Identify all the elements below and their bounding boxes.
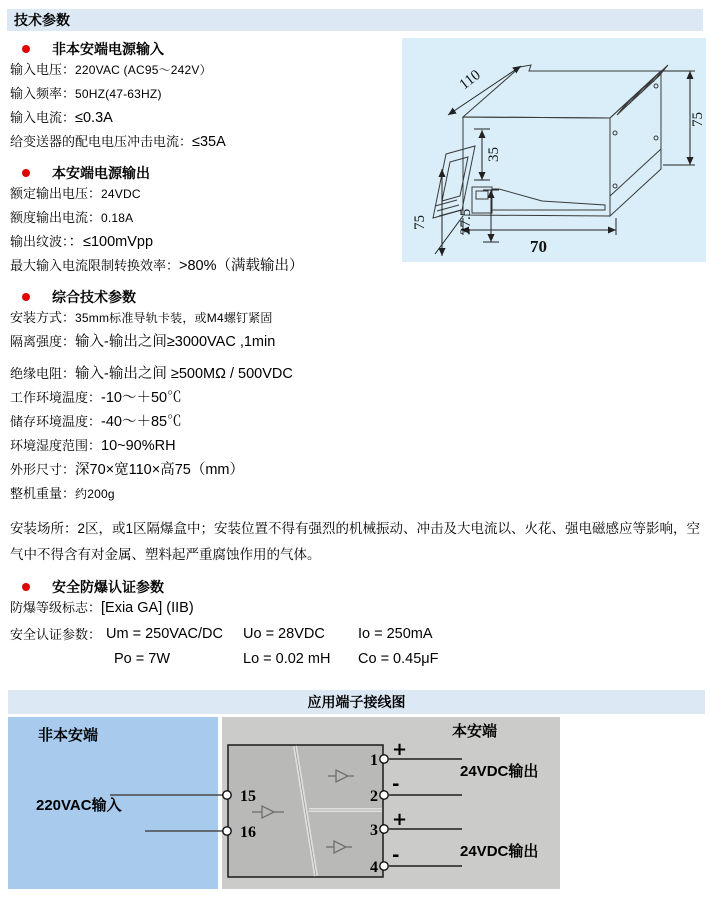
cert-value-io: Io = 250mA xyxy=(358,626,433,642)
terminal-number-4: 4 xyxy=(370,859,378,876)
section-heading-general xyxy=(22,288,710,306)
bullet-icon xyxy=(22,45,30,53)
bullet-icon xyxy=(22,583,30,591)
spec-label: 最大输入电流限制转换效率： xyxy=(10,258,180,273)
spec-line xyxy=(10,386,710,410)
terminal-number-15: 15 xyxy=(240,788,256,805)
section-heading-text: 安全防爆认证参数 xyxy=(52,579,164,595)
spec-value: 0.18A xyxy=(101,211,134,225)
label-24vdc-output-1: 24VDC输出 xyxy=(460,763,539,780)
spec-line xyxy=(10,410,710,434)
spec-value: 35mm标准导轨卡装，或M4螺钉紧固 xyxy=(75,311,273,325)
terminal-circle-1 xyxy=(380,755,388,763)
spec-label: 整机重量： xyxy=(10,486,76,501)
dim-half-height: 37.5 xyxy=(458,208,474,235)
spec-value: -40～＋85℃ xyxy=(101,414,182,430)
spec-line xyxy=(10,458,710,482)
page-title-bar xyxy=(7,9,703,31)
spec-line xyxy=(10,434,710,458)
terminal-circle-16 xyxy=(223,827,231,835)
spec-line xyxy=(10,330,710,354)
polarity-plus-2: + xyxy=(392,809,408,830)
label-220vac-input: 220VAC输入 xyxy=(36,797,122,814)
spec-label: 安装方式： xyxy=(10,310,76,325)
page-title: 技术参数 xyxy=(14,12,70,28)
label-is-side: 本安端 xyxy=(452,723,498,740)
section-heading-text: 综合技术参数 xyxy=(52,289,136,305)
certification-params-grid xyxy=(10,622,710,672)
wiring-diagram-section xyxy=(0,690,710,900)
spec-value: 24VDC xyxy=(101,187,141,201)
spec-value: 约200g xyxy=(75,487,115,501)
dimension-drawing xyxy=(402,38,706,262)
spec-value: ：≤100mVpp xyxy=(68,234,154,250)
spec-label: 绝缘电阻： xyxy=(10,366,76,381)
spec-value: 10~90%RH xyxy=(101,438,176,454)
installation-note: 安装场所：2区，或1区隔爆盒中；安装位置不得有强烈的机械振动、冲击及大电流以、火花、强电磁感应等影响，空气中不得含有对金属、塑料起严重腐蚀作用的气体。 xyxy=(10,521,701,562)
section-heading-text: 本安端电源输出 xyxy=(52,165,150,181)
spec-label: 额定输出电压： xyxy=(10,186,102,201)
terminal-circle-3 xyxy=(380,825,388,833)
spec-line xyxy=(10,482,710,506)
terminal-number-2: 2 xyxy=(370,788,378,805)
terminal-circle-2 xyxy=(380,791,388,799)
spec-label: 工作环境温度： xyxy=(10,390,102,405)
polarity-plus-1: + xyxy=(392,739,408,760)
terminal-number-1: 1 xyxy=(370,752,378,769)
spec-label: 防爆等级标志： xyxy=(10,600,102,615)
dim-height-right: 75 xyxy=(690,112,706,127)
section-heading-certification xyxy=(22,578,710,596)
terminal-number-3: 3 xyxy=(370,822,378,839)
spec-label: 环境湿度范围： xyxy=(10,438,102,453)
spec-value: 深70×宽110×高75（mm） xyxy=(75,462,244,478)
spec-label: 给变送器的配电电压冲击电流： xyxy=(10,134,193,149)
spec-label: 输入频率： xyxy=(10,86,76,101)
cert-value-uo: Uo = 28VDC xyxy=(243,626,325,642)
wiring-title: 应用端子接线图 xyxy=(307,694,406,710)
spec-label: 输出纹波： xyxy=(10,234,69,249)
terminal-circle-4 xyxy=(380,862,388,870)
label-24vdc-output-2: 24VDC输出 xyxy=(460,843,539,860)
spec-value: 50HZ(47-63HZ) xyxy=(75,87,162,101)
spec-label: 额度输出电流： xyxy=(10,210,102,225)
spec-line xyxy=(10,362,710,386)
label-non-is-side: 非本安端 xyxy=(38,727,99,744)
spec-value: [Exia GA] (IIB) xyxy=(101,600,194,616)
dim-width: 110 xyxy=(456,67,484,94)
terminal-number-16: 16 xyxy=(240,824,256,841)
spec-value: -10～＋50℃ xyxy=(101,390,182,406)
wiring-title-bar xyxy=(8,690,705,714)
cert-label: 安全认证参数： xyxy=(10,627,102,642)
cert-value-um: Um = 250VAC/DC xyxy=(106,626,223,642)
section-heading-text: 非本安端电源输入 xyxy=(52,41,164,57)
dim-depth: 70 xyxy=(530,237,547,256)
spec-value: 220VAC (AC95～242V） xyxy=(75,63,212,77)
spec-value: ≤0.3A xyxy=(75,110,113,126)
spec-value: ≤35A xyxy=(192,134,226,150)
spec-label: 隔离强度： xyxy=(10,334,76,349)
spec-line xyxy=(10,306,710,330)
spec-value: >80%（满载输出） xyxy=(179,258,304,274)
spec-value: 输入-输出之间 ≥500MΩ / 500VDC xyxy=(75,366,293,382)
spec-label: 输入电压： xyxy=(10,62,76,77)
cert-value-lo: Lo = 0.02 mH xyxy=(243,651,331,667)
terminal-circle-15 xyxy=(223,791,231,799)
cert-value-co: Co = 0.45μF xyxy=(358,651,439,667)
spec-label: 储存环境温度： xyxy=(10,414,102,429)
dimension-drawing-panel xyxy=(402,38,706,262)
spec-label: 输入电流： xyxy=(10,110,76,125)
spec-line xyxy=(10,596,710,620)
polarity-minus-2: - xyxy=(392,845,400,866)
polarity-minus-1: - xyxy=(392,774,400,795)
dim-height-left: 75 xyxy=(412,215,428,230)
spec-label: 外形尺寸： xyxy=(10,462,76,477)
dim-rail-height: 35 xyxy=(486,147,502,162)
cert-value-po: Po = 7W xyxy=(114,651,171,667)
spec-value: 输入-输出之间≥3000VAC ,1min xyxy=(75,334,276,350)
bullet-icon xyxy=(22,169,30,177)
cert-label-empty xyxy=(10,647,106,672)
bullet-icon xyxy=(22,293,30,301)
